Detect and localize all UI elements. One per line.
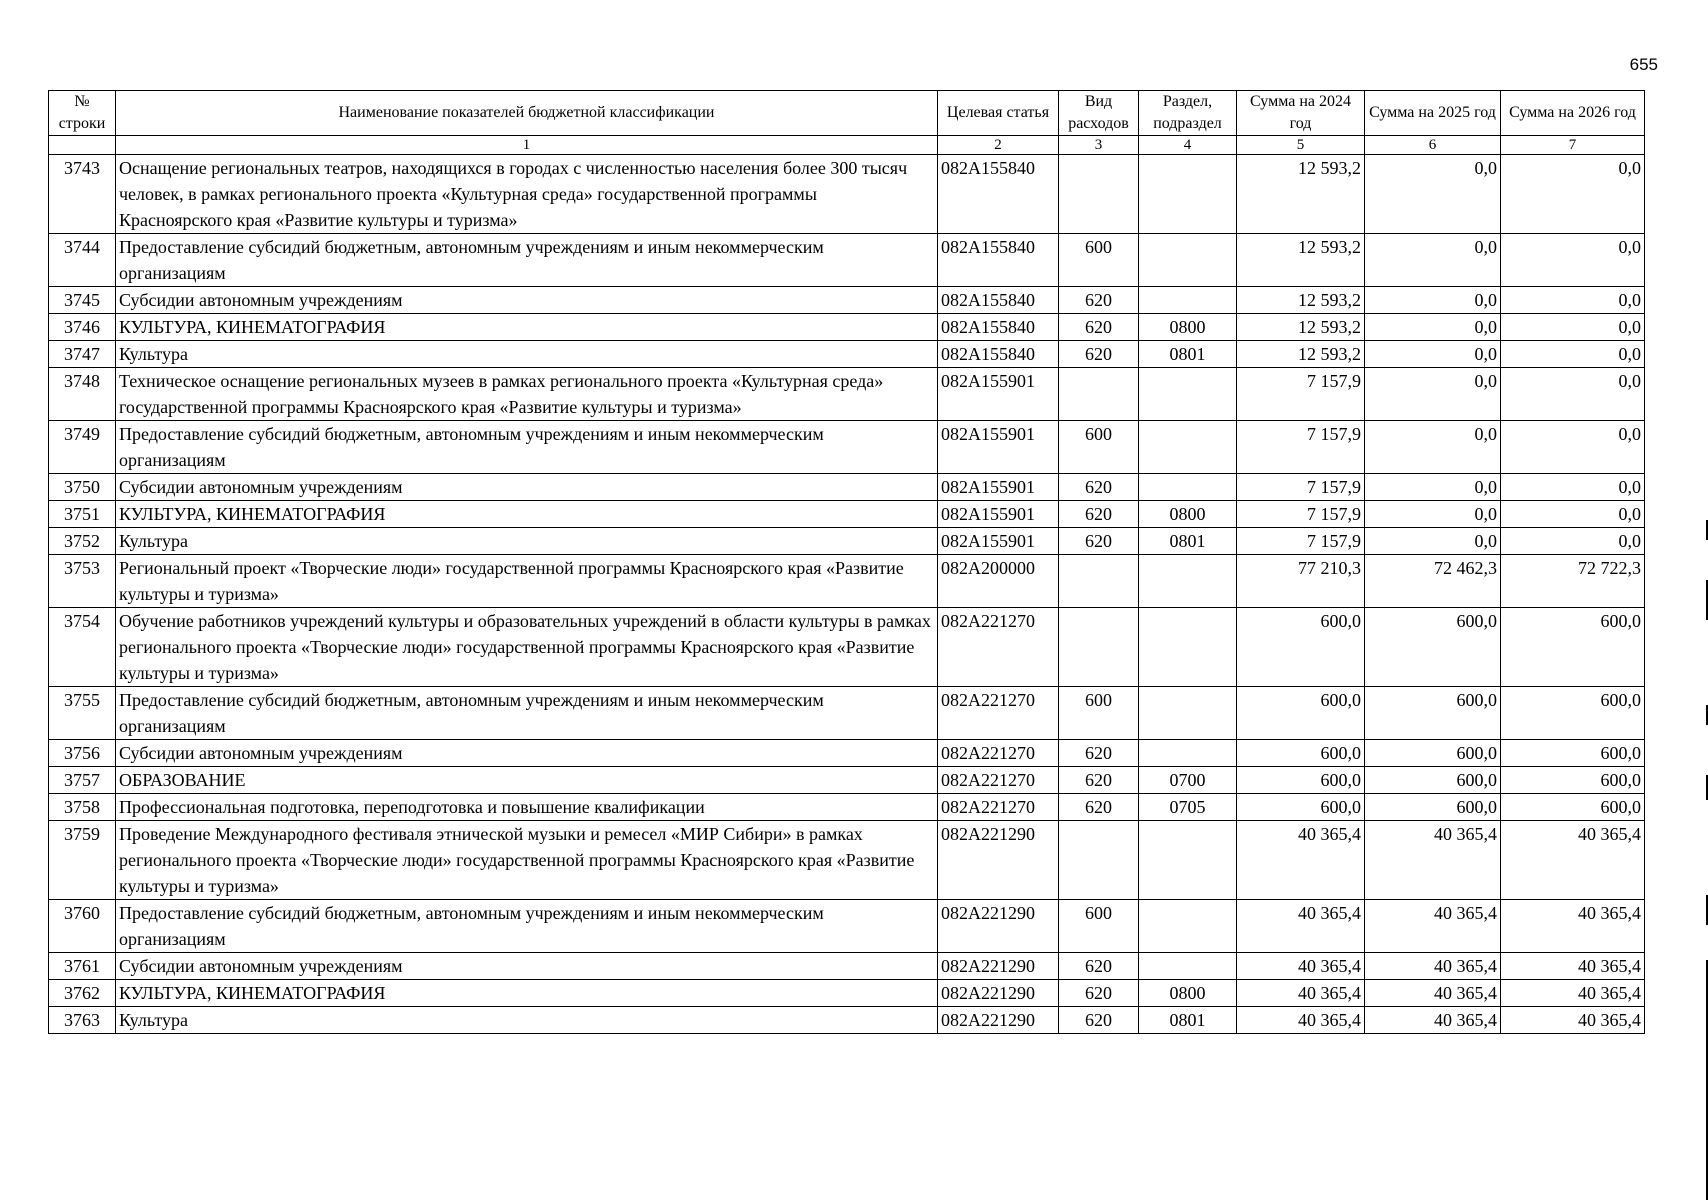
row-sum-2024: 40 365,4 <box>1237 953 1365 980</box>
row-section <box>1139 740 1237 767</box>
row-section <box>1139 900 1237 953</box>
row-number: 3755 <box>49 687 116 740</box>
row-sum-2025: 0,0 <box>1365 234 1501 287</box>
row-section: 0801 <box>1139 341 1237 368</box>
row-target-code: 082A155901 <box>938 421 1059 474</box>
row-section <box>1139 234 1237 287</box>
row-expense-type: 620 <box>1059 474 1139 501</box>
column-number: 4 <box>1139 136 1237 155</box>
header-section: Раздел, подраздел <box>1139 91 1237 136</box>
row-sum-2025: 0,0 <box>1365 287 1501 314</box>
column-number-row <box>49 136 1645 155</box>
row-expense-type <box>1059 368 1139 421</box>
row-sum-2025: 0,0 <box>1365 528 1501 555</box>
column-number: 1 <box>116 136 938 155</box>
row-sum-2026: 0,0 <box>1501 234 1645 287</box>
row-sum-2025: 40 365,4 <box>1365 1007 1501 1034</box>
header-target: Целевая статья <box>938 91 1059 136</box>
table-row <box>49 555 1645 608</box>
table-row <box>49 687 1645 740</box>
row-sum-2026: 600,0 <box>1501 740 1645 767</box>
row-sum-2026: 0,0 <box>1501 368 1645 421</box>
table-row <box>49 474 1645 501</box>
table-row <box>49 368 1645 421</box>
row-name: Культура <box>116 1007 938 1034</box>
row-name: Региональный проект «Творческие люди» государственной программы Красноярского края «Развитие культуры и туризма» <box>116 555 938 608</box>
row-number: 3763 <box>49 1007 116 1034</box>
row-expense-type: 620 <box>1059 953 1139 980</box>
row-number: 3757 <box>49 767 116 794</box>
row-section <box>1139 368 1237 421</box>
row-target-code: 082A221290 <box>938 953 1059 980</box>
row-target-code: 082A155901 <box>938 474 1059 501</box>
table-row <box>49 341 1645 368</box>
row-target-code: 082A155840 <box>938 341 1059 368</box>
row-sum-2026: 40 365,4 <box>1501 953 1645 980</box>
header-sum-2025: Сумма на 2025 год <box>1365 91 1501 136</box>
table-row <box>49 740 1645 767</box>
row-expense-type: 600 <box>1059 421 1139 474</box>
row-number: 3754 <box>49 608 116 687</box>
row-target-code: 082A155840 <box>938 314 1059 341</box>
row-sum-2025: 600,0 <box>1365 687 1501 740</box>
header-row <box>49 91 1645 136</box>
header-type: Вид расходов <box>1059 91 1139 136</box>
header-sum-2024: Сумма на 2024 год <box>1237 91 1365 136</box>
row-section <box>1139 821 1237 900</box>
row-expense-type <box>1059 155 1139 234</box>
column-number: 6 <box>1365 136 1501 155</box>
column-number: 3 <box>1059 136 1139 155</box>
row-section <box>1139 608 1237 687</box>
row-sum-2024: 600,0 <box>1237 794 1365 821</box>
row-section <box>1139 687 1237 740</box>
table-row <box>49 980 1645 1007</box>
row-target-code: 082A221290 <box>938 900 1059 953</box>
row-section <box>1139 474 1237 501</box>
row-section: 0700 <box>1139 767 1237 794</box>
row-expense-type: 600 <box>1059 900 1139 953</box>
row-name: Предоставление субсидий бюджетным, автономным учреждениям и иным некоммерческим организациям <box>116 687 938 740</box>
row-sum-2024: 600,0 <box>1237 740 1365 767</box>
row-sum-2025: 40 365,4 <box>1365 980 1501 1007</box>
row-name: КУЛЬТУРА, КИНЕМАТОГРАФИЯ <box>116 314 938 341</box>
row-sum-2024: 7 157,9 <box>1237 528 1365 555</box>
table-row <box>49 608 1645 687</box>
row-expense-type: 620 <box>1059 528 1139 555</box>
row-number: 3751 <box>49 501 116 528</box>
row-sum-2024: 600,0 <box>1237 687 1365 740</box>
row-section <box>1139 287 1237 314</box>
row-section: 0800 <box>1139 501 1237 528</box>
header-row-no: № строки <box>49 91 116 136</box>
row-sum-2025: 0,0 <box>1365 474 1501 501</box>
row-sum-2024: 40 365,4 <box>1237 821 1365 900</box>
row-number: 3745 <box>49 287 116 314</box>
row-sum-2025: 0,0 <box>1365 501 1501 528</box>
header-sum-2026: Сумма на 2026 год <box>1501 91 1645 136</box>
row-expense-type: 620 <box>1059 1007 1139 1034</box>
row-name: Субсидии автономным учреждениям <box>116 740 938 767</box>
row-sum-2025: 600,0 <box>1365 740 1501 767</box>
row-sum-2025: 72 462,3 <box>1365 555 1501 608</box>
row-section <box>1139 953 1237 980</box>
table-row <box>49 234 1645 287</box>
table-row <box>49 155 1645 234</box>
row-name: Предоставление субсидий бюджетным, автономным учреждениям и иным некоммерческим организациям <box>116 421 938 474</box>
table-row <box>49 821 1645 900</box>
row-target-code: 082A155840 <box>938 155 1059 234</box>
row-target-code: 082A155840 <box>938 234 1059 287</box>
row-sum-2024: 12 593,2 <box>1237 341 1365 368</box>
row-sum-2025: 0,0 <box>1365 314 1501 341</box>
row-name: Культура <box>116 528 938 555</box>
row-sum-2026: 600,0 <box>1501 767 1645 794</box>
row-target-code: 082A155840 <box>938 287 1059 314</box>
row-expense-type <box>1059 608 1139 687</box>
row-target-code: 082A221270 <box>938 794 1059 821</box>
row-sum-2024: 12 593,2 <box>1237 287 1365 314</box>
row-sum-2026: 600,0 <box>1501 608 1645 687</box>
row-name: Предоставление субсидий бюджетным, автономным учреждениям и иным некоммерческим организациям <box>116 900 938 953</box>
row-target-code: 082A221270 <box>938 740 1059 767</box>
row-target-code: 082A221290 <box>938 1007 1059 1034</box>
row-target-code: 082A221270 <box>938 767 1059 794</box>
row-sum-2024: 40 365,4 <box>1237 1007 1365 1034</box>
row-expense-type: 620 <box>1059 287 1139 314</box>
table-row <box>49 900 1645 953</box>
row-sum-2024: 12 593,2 <box>1237 234 1365 287</box>
row-section <box>1139 421 1237 474</box>
row-number: 3746 <box>49 314 116 341</box>
table-row <box>49 794 1645 821</box>
row-sum-2026: 0,0 <box>1501 341 1645 368</box>
row-sum-2024: 7 157,9 <box>1237 421 1365 474</box>
row-sum-2025: 600,0 <box>1365 767 1501 794</box>
row-expense-type <box>1059 821 1139 900</box>
row-section: 0800 <box>1139 980 1237 1007</box>
row-expense-type: 620 <box>1059 501 1139 528</box>
row-number: 3744 <box>49 234 116 287</box>
row-sum-2025: 40 365,4 <box>1365 821 1501 900</box>
row-name: Профессиональная подготовка, переподготовка и повышение квалификации <box>116 794 938 821</box>
row-target-code: 082A155901 <box>938 368 1059 421</box>
row-sum-2024: 7 157,9 <box>1237 501 1365 528</box>
row-sum-2024: 40 365,4 <box>1237 900 1365 953</box>
table-row <box>49 314 1645 341</box>
row-sum-2025: 0,0 <box>1365 155 1501 234</box>
row-section: 0801 <box>1139 1007 1237 1034</box>
column-number: 5 <box>1237 136 1365 155</box>
row-name: Предоставление субсидий бюджетным, автономным учреждениям и иным некоммерческим организациям <box>116 234 938 287</box>
row-expense-type: 620 <box>1059 980 1139 1007</box>
row-number: 3759 <box>49 821 116 900</box>
row-sum-2026: 40 365,4 <box>1501 821 1645 900</box>
row-sum-2026: 0,0 <box>1501 528 1645 555</box>
row-number: 3760 <box>49 900 116 953</box>
row-sum-2025: 0,0 <box>1365 421 1501 474</box>
row-name: КУЛЬТУРА, КИНЕМАТОГРАФИЯ <box>116 980 938 1007</box>
row-name: Техническое оснащение региональных музеев в рамках регионального проекта «Культурная среда» государственной программы Красноярского края «Развитие культуры и туризма» <box>116 368 938 421</box>
row-number: 3756 <box>49 740 116 767</box>
table-row <box>49 501 1645 528</box>
row-sum-2026: 72 722,3 <box>1501 555 1645 608</box>
row-sum-2024: 12 593,2 <box>1237 155 1365 234</box>
row-target-code: 082A200000 <box>938 555 1059 608</box>
row-expense-type: 620 <box>1059 767 1139 794</box>
row-target-code: 082A221290 <box>938 980 1059 1007</box>
row-number: 3761 <box>49 953 116 980</box>
row-name: Оснащение региональных театров, находящихся в городах с численностью населения более 300 тысяч человек, в рамках регионального проекта «Культурная среда» государственной программы Красноярского края «Развитие культуры и туризма» <box>116 155 938 234</box>
row-sum-2026: 600,0 <box>1501 687 1645 740</box>
row-name: Культура <box>116 341 938 368</box>
row-sum-2026: 40 365,4 <box>1501 980 1645 1007</box>
row-number: 3762 <box>49 980 116 1007</box>
row-target-code: 082A221270 <box>938 687 1059 740</box>
table-row <box>49 1007 1645 1034</box>
row-sum-2026: 40 365,4 <box>1501 1007 1645 1034</box>
table-row <box>49 953 1645 980</box>
row-sum-2026: 0,0 <box>1501 287 1645 314</box>
row-name: КУЛЬТУРА, КИНЕМАТОГРАФИЯ <box>116 501 938 528</box>
row-name: Проведение Международного фестиваля этнической музыки и ремесел «МИР Сибири» в рамках регионального проекта «Творческие люди» государственной программы Красноярского края «Развитие культуры и туризма» <box>116 821 938 900</box>
row-sum-2026: 0,0 <box>1501 155 1645 234</box>
row-name: Субсидии автономным учреждениям <box>116 287 938 314</box>
row-target-code: 082A221270 <box>938 608 1059 687</box>
row-sum-2024: 77 210,3 <box>1237 555 1365 608</box>
row-sum-2026: 0,0 <box>1501 421 1645 474</box>
row-sum-2025: 40 365,4 <box>1365 900 1501 953</box>
table-row <box>49 767 1645 794</box>
row-sum-2026: 40 365,4 <box>1501 900 1645 953</box>
row-sum-2025: 0,0 <box>1365 341 1501 368</box>
row-target-code: 082A155901 <box>938 501 1059 528</box>
row-sum-2026: 0,0 <box>1501 501 1645 528</box>
row-section: 0800 <box>1139 314 1237 341</box>
table-row <box>49 421 1645 474</box>
row-number: 3758 <box>49 794 116 821</box>
row-number: 3752 <box>49 528 116 555</box>
row-sum-2025: 0,0 <box>1365 368 1501 421</box>
row-expense-type: 600 <box>1059 687 1139 740</box>
table-row <box>49 287 1645 314</box>
row-section <box>1139 555 1237 608</box>
row-target-code: 082A221290 <box>938 821 1059 900</box>
row-number: 3748 <box>49 368 116 421</box>
row-section <box>1139 155 1237 234</box>
row-expense-type: 620 <box>1059 794 1139 821</box>
row-number: 3743 <box>49 155 116 234</box>
column-number-blank <box>49 136 116 155</box>
page-number: 655 <box>1629 55 1658 74</box>
row-expense-type: 600 <box>1059 234 1139 287</box>
row-name: Субсидии автономным учреждениям <box>116 953 938 980</box>
row-section: 0705 <box>1139 794 1237 821</box>
row-sum-2024: 600,0 <box>1237 767 1365 794</box>
table-row <box>49 528 1645 555</box>
row-expense-type: 620 <box>1059 314 1139 341</box>
row-expense-type <box>1059 555 1139 608</box>
row-sum-2024: 40 365,4 <box>1237 980 1365 1007</box>
row-sum-2025: 600,0 <box>1365 608 1501 687</box>
row-sum-2024: 12 593,2 <box>1237 314 1365 341</box>
row-expense-type: 620 <box>1059 740 1139 767</box>
row-name: Субсидии автономным учреждениям <box>116 474 938 501</box>
table-header <box>49 91 1645 155</box>
row-target-code: 082A155901 <box>938 528 1059 555</box>
row-sum-2025: 600,0 <box>1365 794 1501 821</box>
row-sum-2024: 7 157,9 <box>1237 474 1365 501</box>
row-sum-2024: 7 157,9 <box>1237 368 1365 421</box>
row-sum-2026: 0,0 <box>1501 314 1645 341</box>
row-number: 3750 <box>49 474 116 501</box>
row-sum-2024: 600,0 <box>1237 608 1365 687</box>
column-number: 7 <box>1501 136 1645 155</box>
row-number: 3747 <box>49 341 116 368</box>
budget-table <box>48 90 1645 1034</box>
column-number: 2 <box>938 136 1059 155</box>
row-section: 0801 <box>1139 528 1237 555</box>
row-sum-2025: 40 365,4 <box>1365 953 1501 980</box>
table-body <box>49 155 1645 1034</box>
row-number: 3753 <box>49 555 116 608</box>
row-expense-type: 620 <box>1059 341 1139 368</box>
row-sum-2026: 600,0 <box>1501 794 1645 821</box>
row-name: ОБРАЗОВАНИЕ <box>116 767 938 794</box>
row-name: Обучение работников учреждений культуры и образовательных учреждений в области культуры в рамках регионального проекта «Творческие люди» государственной программы Красноярского края «Развитие культуры и туризма» <box>116 608 938 687</box>
header-name: Наименование показателей бюджетной классификации <box>116 91 938 136</box>
row-number: 3749 <box>49 421 116 474</box>
row-sum-2026: 0,0 <box>1501 474 1645 501</box>
